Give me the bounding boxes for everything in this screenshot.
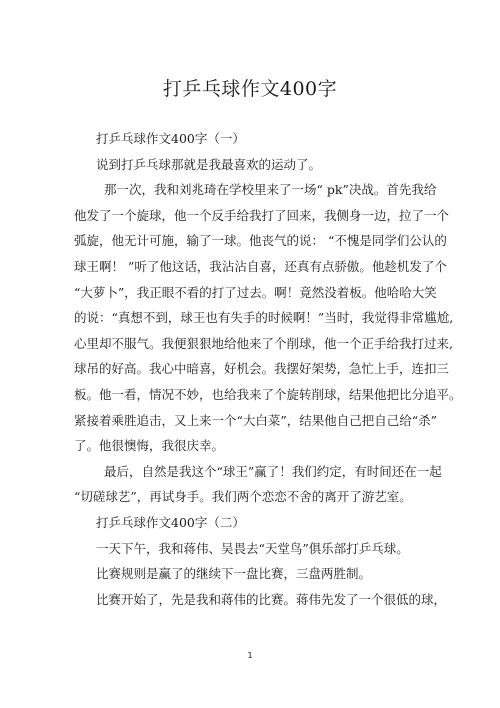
text-line: 板。他一看，情况不妙，也给我来了个旋转削球，结果他把比分追平。 <box>74 386 462 402</box>
text-line: 紧接着乘胜追击，又上来一个“大白菜”，结果他自己把自己给“杀” <box>74 412 438 428</box>
page-number: 1 <box>247 651 253 660</box>
text-line: “大萝卜”，我正眼不看的打了过去。啊！竟然没着板。他哈哈大笑 <box>74 284 437 300</box>
text-line: 的说：“真想不到，球王也有失手的时候啊！”当时，我觉得非常尴尬, <box>74 310 454 326</box>
document-title: 打乒乓球作文400字 <box>162 78 338 100</box>
text-line: 说到打乒乓球那就是我最喜欢的运动了。 <box>96 156 322 172</box>
text-line: 他发了一个旋球，他一个反手给我打了回来，我侧身一边，拉了一个 <box>74 207 450 223</box>
text-line: 球吊的好高。我心中暗喜，好机会。我摆好架势，急忙上手，连扣三 <box>74 361 450 377</box>
text-line: 最后，自然是我这个“球王”赢了！我们约定，有时间还在一起 <box>104 463 442 479</box>
text-line: 弧旋，他无计可施，输了一球。他丧气的说： “不愧是同学们公认的 <box>74 233 447 249</box>
document-body <box>74 126 462 612</box>
text-line: 比赛规则是赢了的继续下一盘比赛，三盘两胜制。 <box>96 566 372 582</box>
text-line: 比赛开始了，先是我和蒋伟的比赛。蒋伟先发了一个很低的球， <box>96 591 447 607</box>
text-line: 了。他很懊悔，我很庆幸。 <box>74 438 225 454</box>
text-line: 打乒乓球作文400字（一） <box>96 131 245 146</box>
text-line: 一天下午，我和蒋伟、吴畏去“天堂鸟”俱乐部打乒乓球。 <box>96 540 409 556</box>
text-line: “切磋球艺”，再试身手。我们两个恋恋不舍的离开了游艺室。 <box>74 489 412 505</box>
text-line: 球王啊！ ”听了他这话，我沾沾自喜，还真有点骄傲。他趁机发了个 <box>74 258 447 274</box>
text-line: 心里却不服气。我便狠狠地给他来了个削球，他一个正手给我打过来, <box>74 335 453 351</box>
text-line: 打乒乓球作文400字（二） <box>96 514 245 530</box>
text-line: 那一次，我和刘兆琦在学校里来了一场“ pk”决战。首先我给 <box>104 182 437 198</box>
